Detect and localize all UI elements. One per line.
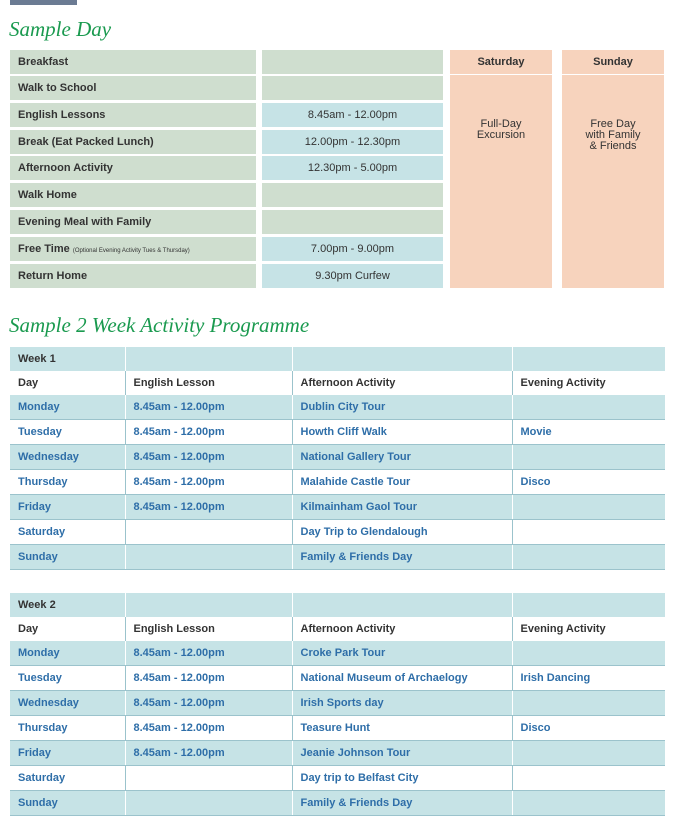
table-row <box>10 520 665 545</box>
cell-afternoon-activity: Howth Cliff Walk <box>292 420 512 445</box>
cell-evening-activity <box>512 545 665 570</box>
cell-english-lesson: 8.45am - 12.00pm <box>125 495 292 520</box>
column-header-evening-activity: Evening Activity <box>512 617 665 641</box>
cell-english-lesson: 8.45am - 12.00pm <box>125 420 292 445</box>
cell-evening-activity <box>512 495 665 520</box>
cell-day: Saturday <box>10 766 125 791</box>
table-row <box>10 791 665 816</box>
week-header-cell <box>292 593 512 617</box>
sd-free-time-text: Free Time <box>18 243 70 255</box>
sunday-text: Free Day with Family & Friends <box>585 118 641 152</box>
column-header-evening-activity: Evening Activity <box>512 371 665 395</box>
table-row <box>10 691 665 716</box>
cell-afternoon-activity: Day trip to Belfast City <box>292 766 512 791</box>
top-accent-bar <box>10 0 77 5</box>
week-label: Week 2 <box>10 593 125 617</box>
cell-day: Wednesday <box>10 445 125 470</box>
week-header-cell <box>292 347 512 371</box>
week-1-table <box>10 347 665 570</box>
sd-label-walk-home: Walk Home <box>10 183 256 207</box>
saturday-text: Full-Day Excursion <box>476 118 526 141</box>
cell-afternoon-activity: Irish Sports day <box>292 691 512 716</box>
sd-time-free-time: 7.00pm - 9.00pm <box>262 237 443 261</box>
cell-day: Tuesday <box>10 666 125 691</box>
saturday-column <box>450 50 552 288</box>
cell-day: Sunday <box>10 791 125 816</box>
cell-afternoon-activity: Malahide Castle Tour <box>292 470 512 495</box>
cell-afternoon-activity: National Gallery Tour <box>292 445 512 470</box>
table-row <box>10 395 665 420</box>
cell-afternoon-activity: Dublin City Tour <box>292 395 512 420</box>
cell-day: Thursday <box>10 470 125 495</box>
cell-day: Monday <box>10 395 125 420</box>
cell-day: Wednesday <box>10 691 125 716</box>
saturday-heading: Saturday <box>450 50 552 75</box>
sd-label-evening-meal: Evening Meal with Family <box>10 210 256 234</box>
sd-time-break: 12.00pm - 12.30pm <box>262 130 443 154</box>
sd-label-return-home: Return Home <box>10 264 256 288</box>
column-header-afternoon-activity: Afternoon Activity <box>292 617 512 641</box>
cell-afternoon-activity: Family & Friends Day <box>292 545 512 570</box>
column-header-english-lesson: English Lesson <box>125 617 292 641</box>
table-row <box>10 641 665 666</box>
sd-label-afternoon-activity: Afternoon Activity <box>10 156 256 180</box>
sd-label-english-lessons: English Lessons <box>10 103 256 127</box>
sd-time-english-lessons: 8.45am - 12.00pm <box>262 103 443 127</box>
cell-english-lesson <box>125 766 292 791</box>
week-2-table <box>10 593 665 816</box>
cell-evening-activity: Disco <box>512 470 665 495</box>
table-row <box>10 741 665 766</box>
table-row <box>10 545 665 570</box>
cell-english-lesson: 8.45am - 12.00pm <box>125 470 292 495</box>
cell-english-lesson <box>125 791 292 816</box>
cell-evening-activity <box>512 520 665 545</box>
cell-day: Monday <box>10 641 125 666</box>
table-row <box>10 420 665 445</box>
sd-time-walk-home <box>262 183 443 207</box>
column-header-day: Day <box>10 371 125 395</box>
cell-english-lesson: 8.45am - 12.00pm <box>125 666 292 691</box>
programme-title: Sample 2 Week Activity Programme <box>9 313 310 337</box>
cell-evening-activity <box>512 791 665 816</box>
sd-label-break: Break (Eat Packed Lunch) <box>10 130 256 154</box>
cell-afternoon-activity: Jeanie Johnson Tour <box>292 741 512 766</box>
sunday-column <box>562 50 664 288</box>
column-header-row <box>10 617 665 641</box>
cell-english-lesson: 8.45am - 12.00pm <box>125 691 292 716</box>
week-header-cell <box>125 347 292 371</box>
column-header-english-lesson: English Lesson <box>125 371 292 395</box>
cell-english-lesson <box>125 520 292 545</box>
sunday-heading: Sunday <box>562 50 664 75</box>
table-row <box>10 666 665 691</box>
sd-time-walk-to-school <box>262 76 443 100</box>
week-1-header-row <box>10 347 665 371</box>
week-header-cell <box>512 347 665 371</box>
cell-english-lesson: 8.45am - 12.00pm <box>125 741 292 766</box>
table-row <box>10 495 665 520</box>
sample-day-title: Sample Day <box>9 17 112 41</box>
sd-label-free-time <box>10 237 256 261</box>
cell-evening-activity <box>512 741 665 766</box>
week-header-cell <box>125 593 292 617</box>
week-label: Week 1 <box>10 347 125 371</box>
cell-english-lesson: 8.45am - 12.00pm <box>125 395 292 420</box>
week-2-header-row <box>10 593 665 617</box>
cell-day: Tuesday <box>10 420 125 445</box>
week-header-cell <box>512 593 665 617</box>
cell-day: Thursday <box>10 716 125 741</box>
sd-time-evening-meal <box>262 210 443 234</box>
cell-english-lesson: 8.45am - 12.00pm <box>125 716 292 741</box>
sd-time-breakfast <box>262 50 443 74</box>
cell-evening-activity <box>512 691 665 716</box>
table-row <box>10 716 665 741</box>
cell-evening-activity: Disco <box>512 716 665 741</box>
cell-day: Saturday <box>10 520 125 545</box>
sd-label-walk-to-school: Walk to School <box>10 76 256 100</box>
cell-day: Friday <box>10 741 125 766</box>
cell-afternoon-activity: Teasure Hunt <box>292 716 512 741</box>
cell-english-lesson: 8.45am - 12.00pm <box>125 641 292 666</box>
cell-afternoon-activity: Kilmainham Gaol Tour <box>292 495 512 520</box>
cell-afternoon-activity: National Museum of Archaelogy <box>292 666 512 691</box>
cell-afternoon-activity: Croke Park Tour <box>292 641 512 666</box>
cell-day: Sunday <box>10 545 125 570</box>
cell-evening-activity: Movie <box>512 420 665 445</box>
cell-evening-activity <box>512 641 665 666</box>
cell-english-lesson <box>125 545 292 570</box>
sd-time-afternoon-activity: 12.30pm - 5.00pm <box>262 156 443 180</box>
sd-time-return-home: 9.30pm Curfew <box>262 264 443 288</box>
cell-evening-activity <box>512 445 665 470</box>
cell-english-lesson: 8.45am - 12.00pm <box>125 445 292 470</box>
table-row <box>10 445 665 470</box>
sd-label-breakfast: Breakfast <box>10 50 256 74</box>
cell-evening-activity <box>512 766 665 791</box>
column-header-row <box>10 371 665 395</box>
cell-evening-activity: Irish Dancing <box>512 666 665 691</box>
cell-afternoon-activity: Family & Friends Day <box>292 791 512 816</box>
sd-free-time-note: (Optional Evening Activity Tues & Thursday) <box>72 248 190 254</box>
table-row <box>10 470 665 495</box>
cell-evening-activity <box>512 395 665 420</box>
cell-afternoon-activity: Day Trip to Glendalough <box>292 520 512 545</box>
cell-day: Friday <box>10 495 125 520</box>
column-header-day: Day <box>10 617 125 641</box>
column-header-afternoon-activity: Afternoon Activity <box>292 371 512 395</box>
table-row <box>10 766 665 791</box>
